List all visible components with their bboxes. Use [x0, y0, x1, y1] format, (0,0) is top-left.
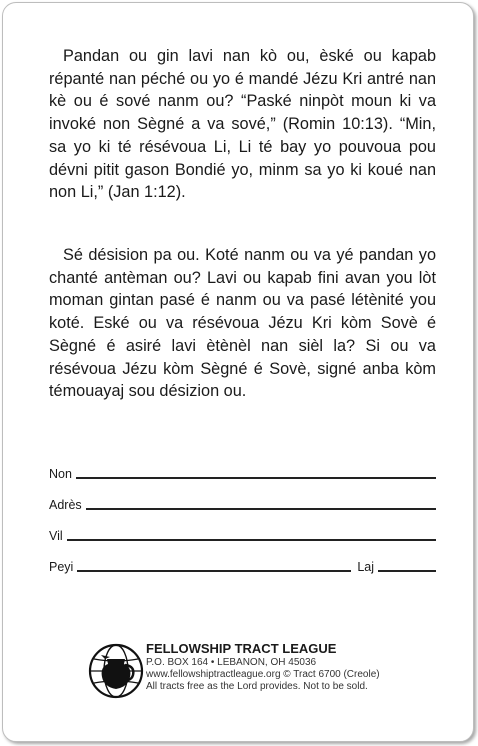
org-note: All tracts free as the Lord provides. Not to be sold.: [146, 681, 368, 692]
paragraph-1: Pandan ou gin lavi nan kò ou, èské ou kapab répanté nan péché ou yo é mandé Jézu Kri antré nan kè ou é sové nanm ou? “Paské ninpòt moun ki va invoké non Sègné a va sové,” (Romin 10:13). “Min, sa yo ki té résévoua Li, Li té bay yo pouvoua pou dévni pitit gason Bondié yo, minm sa yo ki koué nan non Li,” (Jan 1:12).: [49, 47, 436, 202]
country-label: Peyi: [49, 560, 74, 574]
city-line[interactable]: [67, 539, 436, 541]
org-website: www.fellowshiptractleague.org © Tract 6700 (Creole): [146, 669, 380, 680]
age-label: Laj: [357, 560, 374, 574]
address-label: Adrès: [49, 498, 82, 512]
name-label: Non: [49, 467, 72, 481]
org-name: FELLOWSHIP TRACT LEAGUE: [146, 641, 337, 656]
publisher-footer: [88, 643, 448, 699]
age-line[interactable]: [378, 570, 436, 572]
name-field[interactable]: [49, 461, 436, 481]
address-line[interactable]: [86, 508, 436, 510]
country-line[interactable]: [77, 570, 351, 572]
org-address: P.O. BOX 164 • LEBANON, OH 45036: [146, 657, 317, 668]
tract-card: [2, 2, 474, 742]
footer-text: [146, 641, 380, 693]
address-field[interactable]: [49, 492, 436, 512]
paragraph-2: Sé désision pa ou. Koté nanm ou va yé pandan yo chanté antèman ou? Lavi ou kapab fini avan you lòt moman gintan pasé é nanm ou va pasé létènité you koté. Eské ou va résévoua Jézu Kri kòm Sovè é Sègné é asiré lavi ètènèl nan sièl la? Si ou va résévoua Jézu kòm Sègné é Sovè, signé anba kòm témouayaj sou désizion ou.: [49, 246, 436, 401]
country-age-field[interactable]: [49, 554, 436, 574]
globe-pitcher-icon: [88, 643, 144, 699]
name-line[interactable]: [76, 477, 436, 479]
city-field[interactable]: [49, 523, 436, 543]
city-label: Vil: [49, 529, 63, 543]
